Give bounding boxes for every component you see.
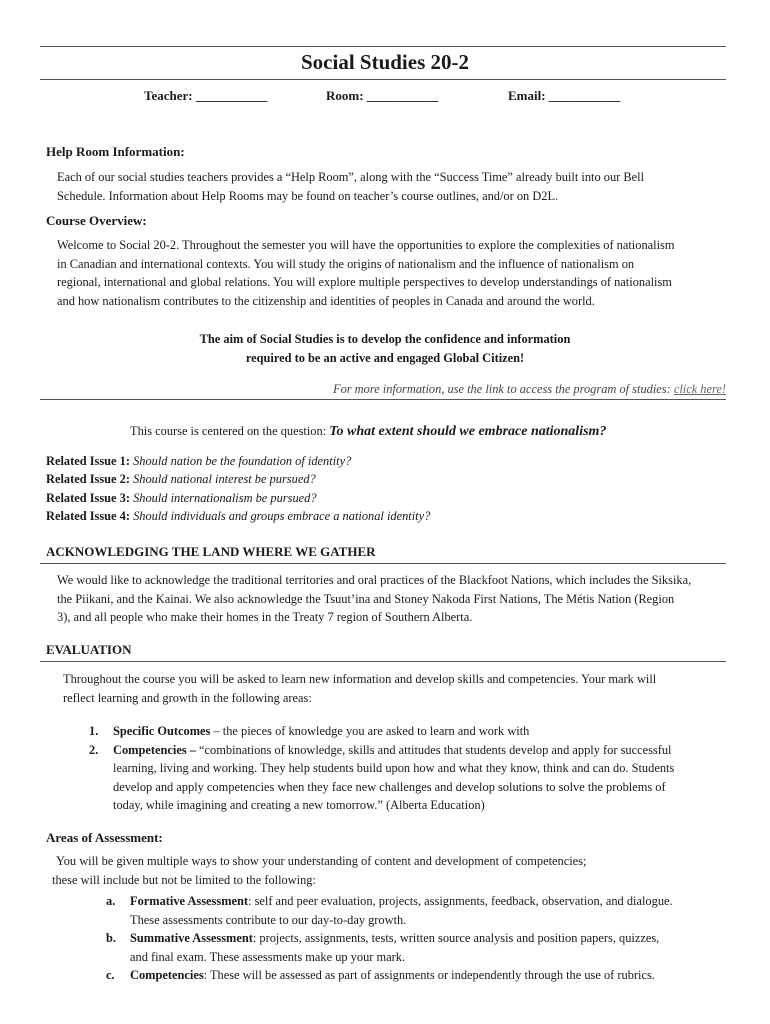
item-text: today, while imagining and creating a new tomorrow.” (Alberta Education) — [113, 798, 485, 813]
related-issue — [46, 470, 430, 488]
issue-text: Should nation be the foundation of identity? — [129, 454, 352, 468]
overview-line: Welcome to Social 20-2. Throughout the semester you will have the opportunities to explore the complexities of nationalism — [57, 238, 675, 252]
issue-text: Should internationalism be pursued? — [129, 490, 317, 505]
item-text: learning, living and working. They help students build upon how and what they know, think and can do. Students — [113, 761, 675, 776]
land-line: 3), and all people who make their homes in the Treaty 7 region of Southern Alberta. — [57, 610, 473, 625]
overview-line: and how nationalism contributes to the citizenship and identities of peoples in Canada and around the world. — [57, 293, 595, 308]
question-text: To what extent should we embrace nationalism? — [329, 424, 607, 439]
evaluation-rule — [40, 661, 726, 662]
item-label: Competencies – — [113, 742, 196, 757]
help-room-line: Schedule. Information about Help Rooms may be found on teacher’s course outlines, and/or on D2L. — [57, 188, 559, 203]
related-issue — [46, 489, 430, 507]
top-rule — [40, 46, 726, 47]
assessment-item — [106, 892, 740, 929]
item-letter: b. — [106, 931, 116, 946]
issue-label: Related Issue 4: — [46, 509, 130, 524]
item-text: – the pieces of knowledge you are asked to learn and work with — [210, 724, 530, 738]
aim-statement — [0, 330, 770, 367]
email-field: Email: ___________ — [508, 88, 621, 103]
overview-line: in Canadian and international contexts. You will study the origins of nationalism and the influence of nationalism on — [57, 256, 635, 271]
help-room-text — [57, 168, 644, 205]
more-info-rule — [40, 399, 726, 400]
course-question — [130, 422, 606, 442]
evaluation-intro — [63, 670, 656, 707]
more-info-line — [333, 382, 726, 397]
assessment-intro — [52, 852, 586, 889]
issue-label: Related Issue 1: — [46, 454, 130, 468]
teacher-field: Teacher: ___________ — [144, 88, 268, 103]
item-label: Specific Outcomes — [113, 724, 211, 738]
question-intro: This course is centered on the question: — [130, 424, 330, 438]
evaluation-line: Throughout the course you will be asked to learn new information and develop skills and competencies. Your mark will — [63, 672, 657, 686]
item-letter: a. — [106, 894, 116, 908]
item-text: develop and apply competencies when they face new challenges and develop solutions to solve the problems of — [113, 779, 666, 794]
more-info-text: For more information, use the link to access the program of studies: — [333, 382, 674, 396]
land-text — [57, 571, 691, 627]
assessment-item — [106, 966, 740, 985]
help-room-line: Each of our social studies teachers provides a “Help Room”, along with the “Success Time” already built into our Bell — [57, 170, 645, 184]
land-line: the Piikani, and the Kainai. We also acknowledge the Tsuut’ina and Stoney Nakoda First Nations, The Métis Nation (Region — [57, 591, 675, 606]
assessment-line: You will be given multiple ways to show your understanding of content and development of competencies; — [56, 854, 587, 868]
item-text: : These will be assessed as part of assignments or independently through the use of rubrics. — [203, 968, 655, 983]
item-number: 1. — [89, 724, 99, 738]
assessment-line: these will include but not be limited to the following: — [52, 872, 316, 887]
item-text: and final exam. These assessments make up your mark. — [130, 949, 406, 964]
land-line: We would like to acknowledge the traditional territories and oral practices of the Blackfoot Nations, which includes the Siksika, — [57, 573, 692, 587]
item-label: Competencies — [130, 968, 204, 983]
related-issue — [46, 452, 430, 470]
evaluation-list — [89, 722, 733, 815]
evaluation-item — [89, 741, 733, 815]
assessment-item — [106, 929, 740, 966]
title-rule — [40, 79, 726, 80]
item-letter: c. — [106, 968, 115, 983]
issue-label: Related Issue 3: — [46, 490, 130, 505]
item-label: Summative Assessment — [130, 931, 253, 946]
overview-line: regional, international and global relations. You will explore multiple perspectives to develop understandings of nationalism — [57, 275, 672, 290]
program-of-studies-link[interactable]: click here! — [673, 382, 726, 396]
evaluation-item — [89, 722, 733, 741]
related-issues — [46, 452, 430, 526]
course-overview-heading: Course Overview: — [46, 213, 147, 228]
item-text: These assessments contribute to our day-to-day growth. — [130, 912, 407, 927]
help-room-heading: Help Room Information: — [46, 144, 185, 159]
room-field: Room: ___________ — [326, 88, 439, 103]
item-text: : projects, assignments, tests, written source analysis and position papers, quizzes, — [252, 931, 660, 946]
related-issue — [46, 507, 430, 525]
aim-line: required to be an active and engaged Global Citizen! — [245, 350, 525, 365]
assessment-heading: Areas of Assessment: — [46, 830, 163, 845]
issue-label: Related Issue 2: — [46, 472, 130, 487]
issue-text: Should national interest be pursued? — [129, 472, 316, 487]
assessment-list — [106, 892, 740, 985]
item-text: : self and peer evaluation, projects, assignments, feedback, observation, and dialogue. — [248, 894, 673, 908]
item-text: “combinations of knowledge, skills and attitudes that students develop and apply for successful — [195, 742, 672, 757]
aim-line: The aim of Social Studies is to develop the confidence and information — [199, 332, 571, 346]
item-number: 2. — [89, 742, 99, 757]
land-heading: ACKNOWLEDGING THE LAND WHERE WE GATHER — [46, 544, 376, 559]
issue-text: Should individuals and groups embrace a national identity? — [129, 509, 431, 524]
page-title: Social Studies 20-2 — [300, 50, 470, 74]
course-overview-text — [57, 236, 674, 310]
evaluation-heading: EVALUATION — [46, 642, 132, 657]
land-rule — [40, 563, 726, 564]
evaluation-line: reflect learning and growth in the following areas: — [63, 690, 312, 705]
item-label: Formative Assessment — [130, 894, 249, 908]
